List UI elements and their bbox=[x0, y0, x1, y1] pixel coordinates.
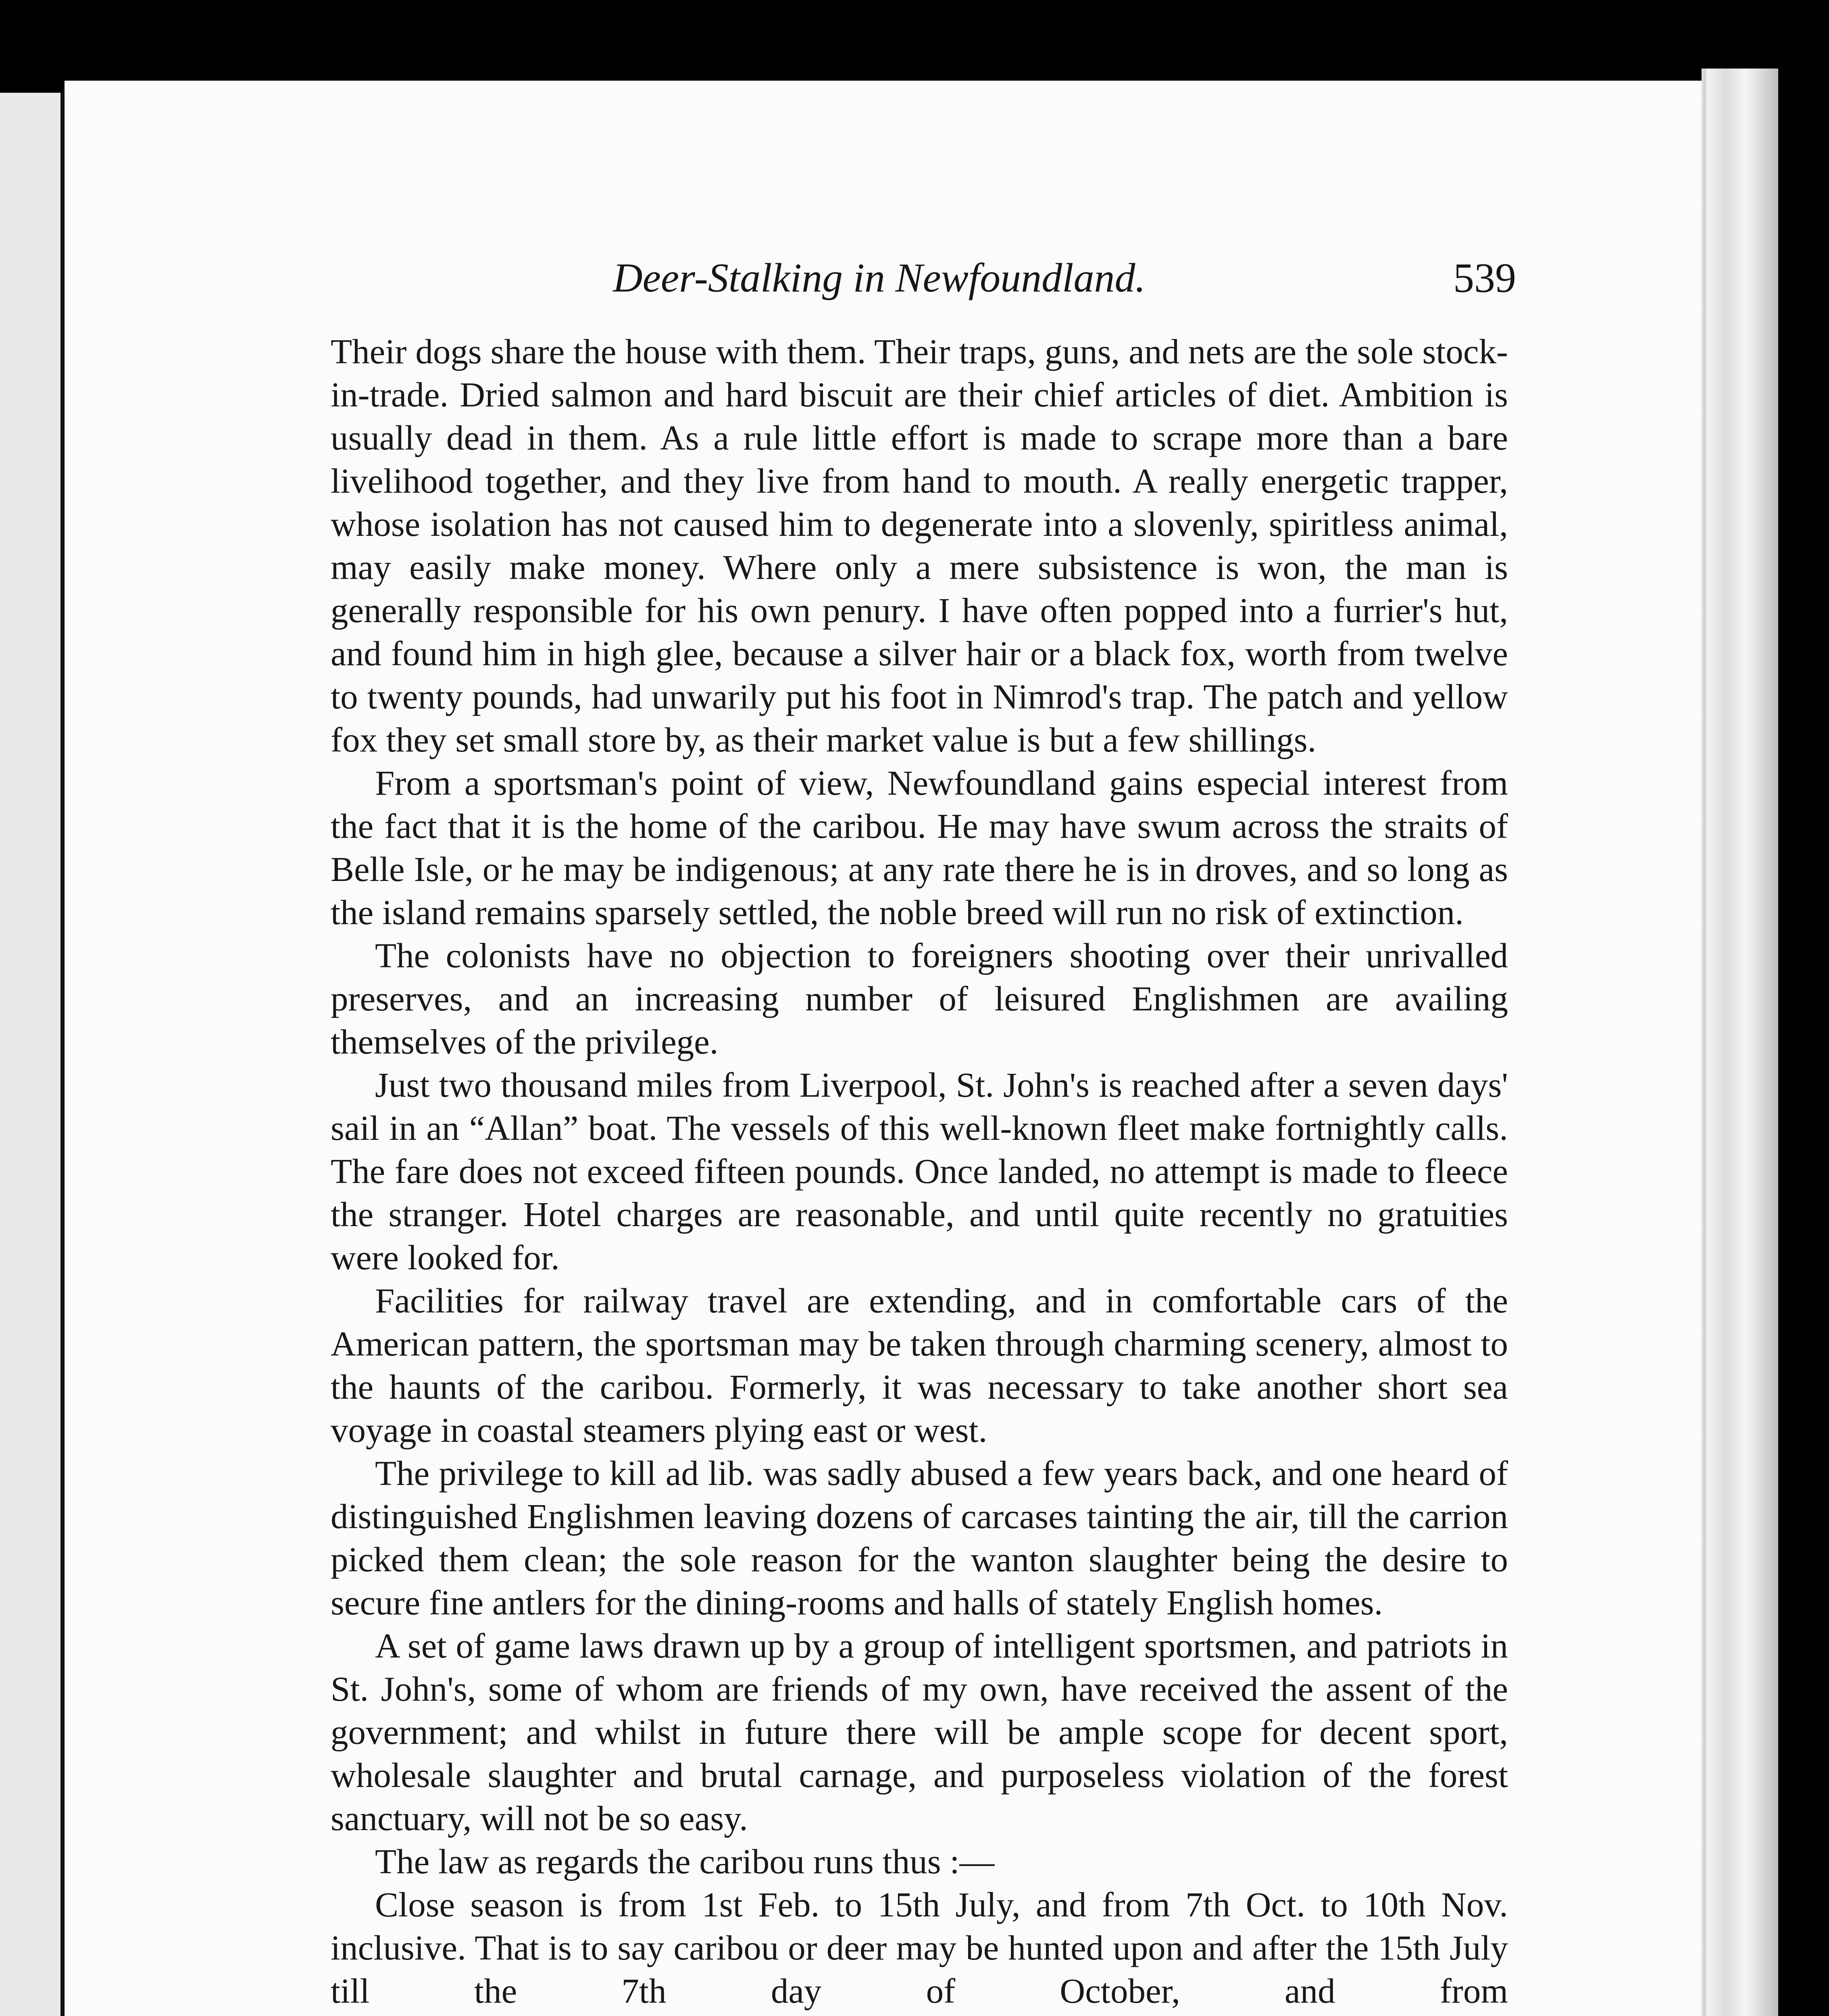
page-number: 539 bbox=[1453, 255, 1516, 301]
paragraph-8: The law as regards the caribou runs thus :— bbox=[375, 1842, 995, 1881]
right-page-stack bbox=[1702, 69, 1778, 2016]
running-head bbox=[266, 250, 1516, 306]
paragraph-2: From a sportsman's point of view, Newfoundland gains especial interest from the fact that it is the home of the caribou. He may have swum across the straits of Belle Isle, or he may be indigenous; at any rate there he is in droves, and so long as the island remains sparsely settled, the noble breed will run no risk of extinction. bbox=[331, 763, 1508, 932]
paragraph-9: Close season is from 1st Feb. to 15th July, and from 7th Oct. to 10th Nov. inclusive. That is to say caribou or deer may be hunted upon and after the 15th July till the 7th day of October, and from bbox=[331, 1885, 1508, 2010]
paragraph-4: Just two thousand miles from Liverpool, St. John's is reached after a seven days' sail in an “Allan” boat. The vessels of this well-known fleet make fortnightly calls. The fare does not exceed fifteen pounds. Once landed, no attempt is made to fleece the stranger. Hotel charges are reasonable, and until quite recently no gratuities were looked for. bbox=[331, 1065, 1508, 1277]
paragraph-3: The colonists have no objection to foreigners shooting over their unrivalled preserves, and an increasing number of leisured Englishmen are availing themselves of the privilege. bbox=[331, 936, 1508, 1061]
paragraph-6: The privilege to kill ad lib. was sadly abused a few years back, and one heard of distinguished Englishmen leaving dozens of carcases tainting the air, till the carrion picked them clean; the sole reason for the wanton slaughter being the desire to secure fine antlers for the dining-rooms and halls of stately English homes. bbox=[331, 1454, 1508, 1622]
paragraph-1: Their dogs share the house with them. Their traps, guns, and nets are the sole stock-in-trade. Dried salmon and hard biscuit are their chief articles of diet. Ambition is usually dead in them. As a rule little effort is made to scrape more than a bare livelihood together, and they live from hand to mouth. A really energetic trapper, whose isolation has not caused him to degenerate into a slovenly, spiritless animal, may easily make money. Where only a mere subsistence is won, the man is generally responsible for his own penury. I have often popped into a furrier's hut, and found him in high glee, because a silver hair or a black fox, worth from twelve to twenty pounds, had unwarily put his foot in Nimrod's trap. The patch and yellow fox they set small store by, as their market value is but a few shillings. bbox=[331, 332, 1508, 759]
left-page-edge bbox=[0, 93, 64, 2016]
running-title: Deer-Stalking in Newfoundland. bbox=[613, 255, 1146, 301]
paragraph-7: A set of game laws drawn up by a group of intelligent sportsmen, and patriots in St. John's, some of whom are friends of my own, have received the assent of the government; and whilst in future there will be ample scope for decent sport, wholesale slaughter and brutal carnage, and purposeless violation of the forest sanctuary, will not be so easy. bbox=[331, 1626, 1508, 1838]
body-text bbox=[331, 330, 1508, 2012]
paragraph-5: Facilities for railway travel are extending, and in comfortable cars of the American pattern, the sportsman may be taken through charming scenery, almost to the haunts of the caribou. Formerly, it was necessary to take another short sea voyage in coastal steamers plying east or west. bbox=[331, 1281, 1508, 1450]
